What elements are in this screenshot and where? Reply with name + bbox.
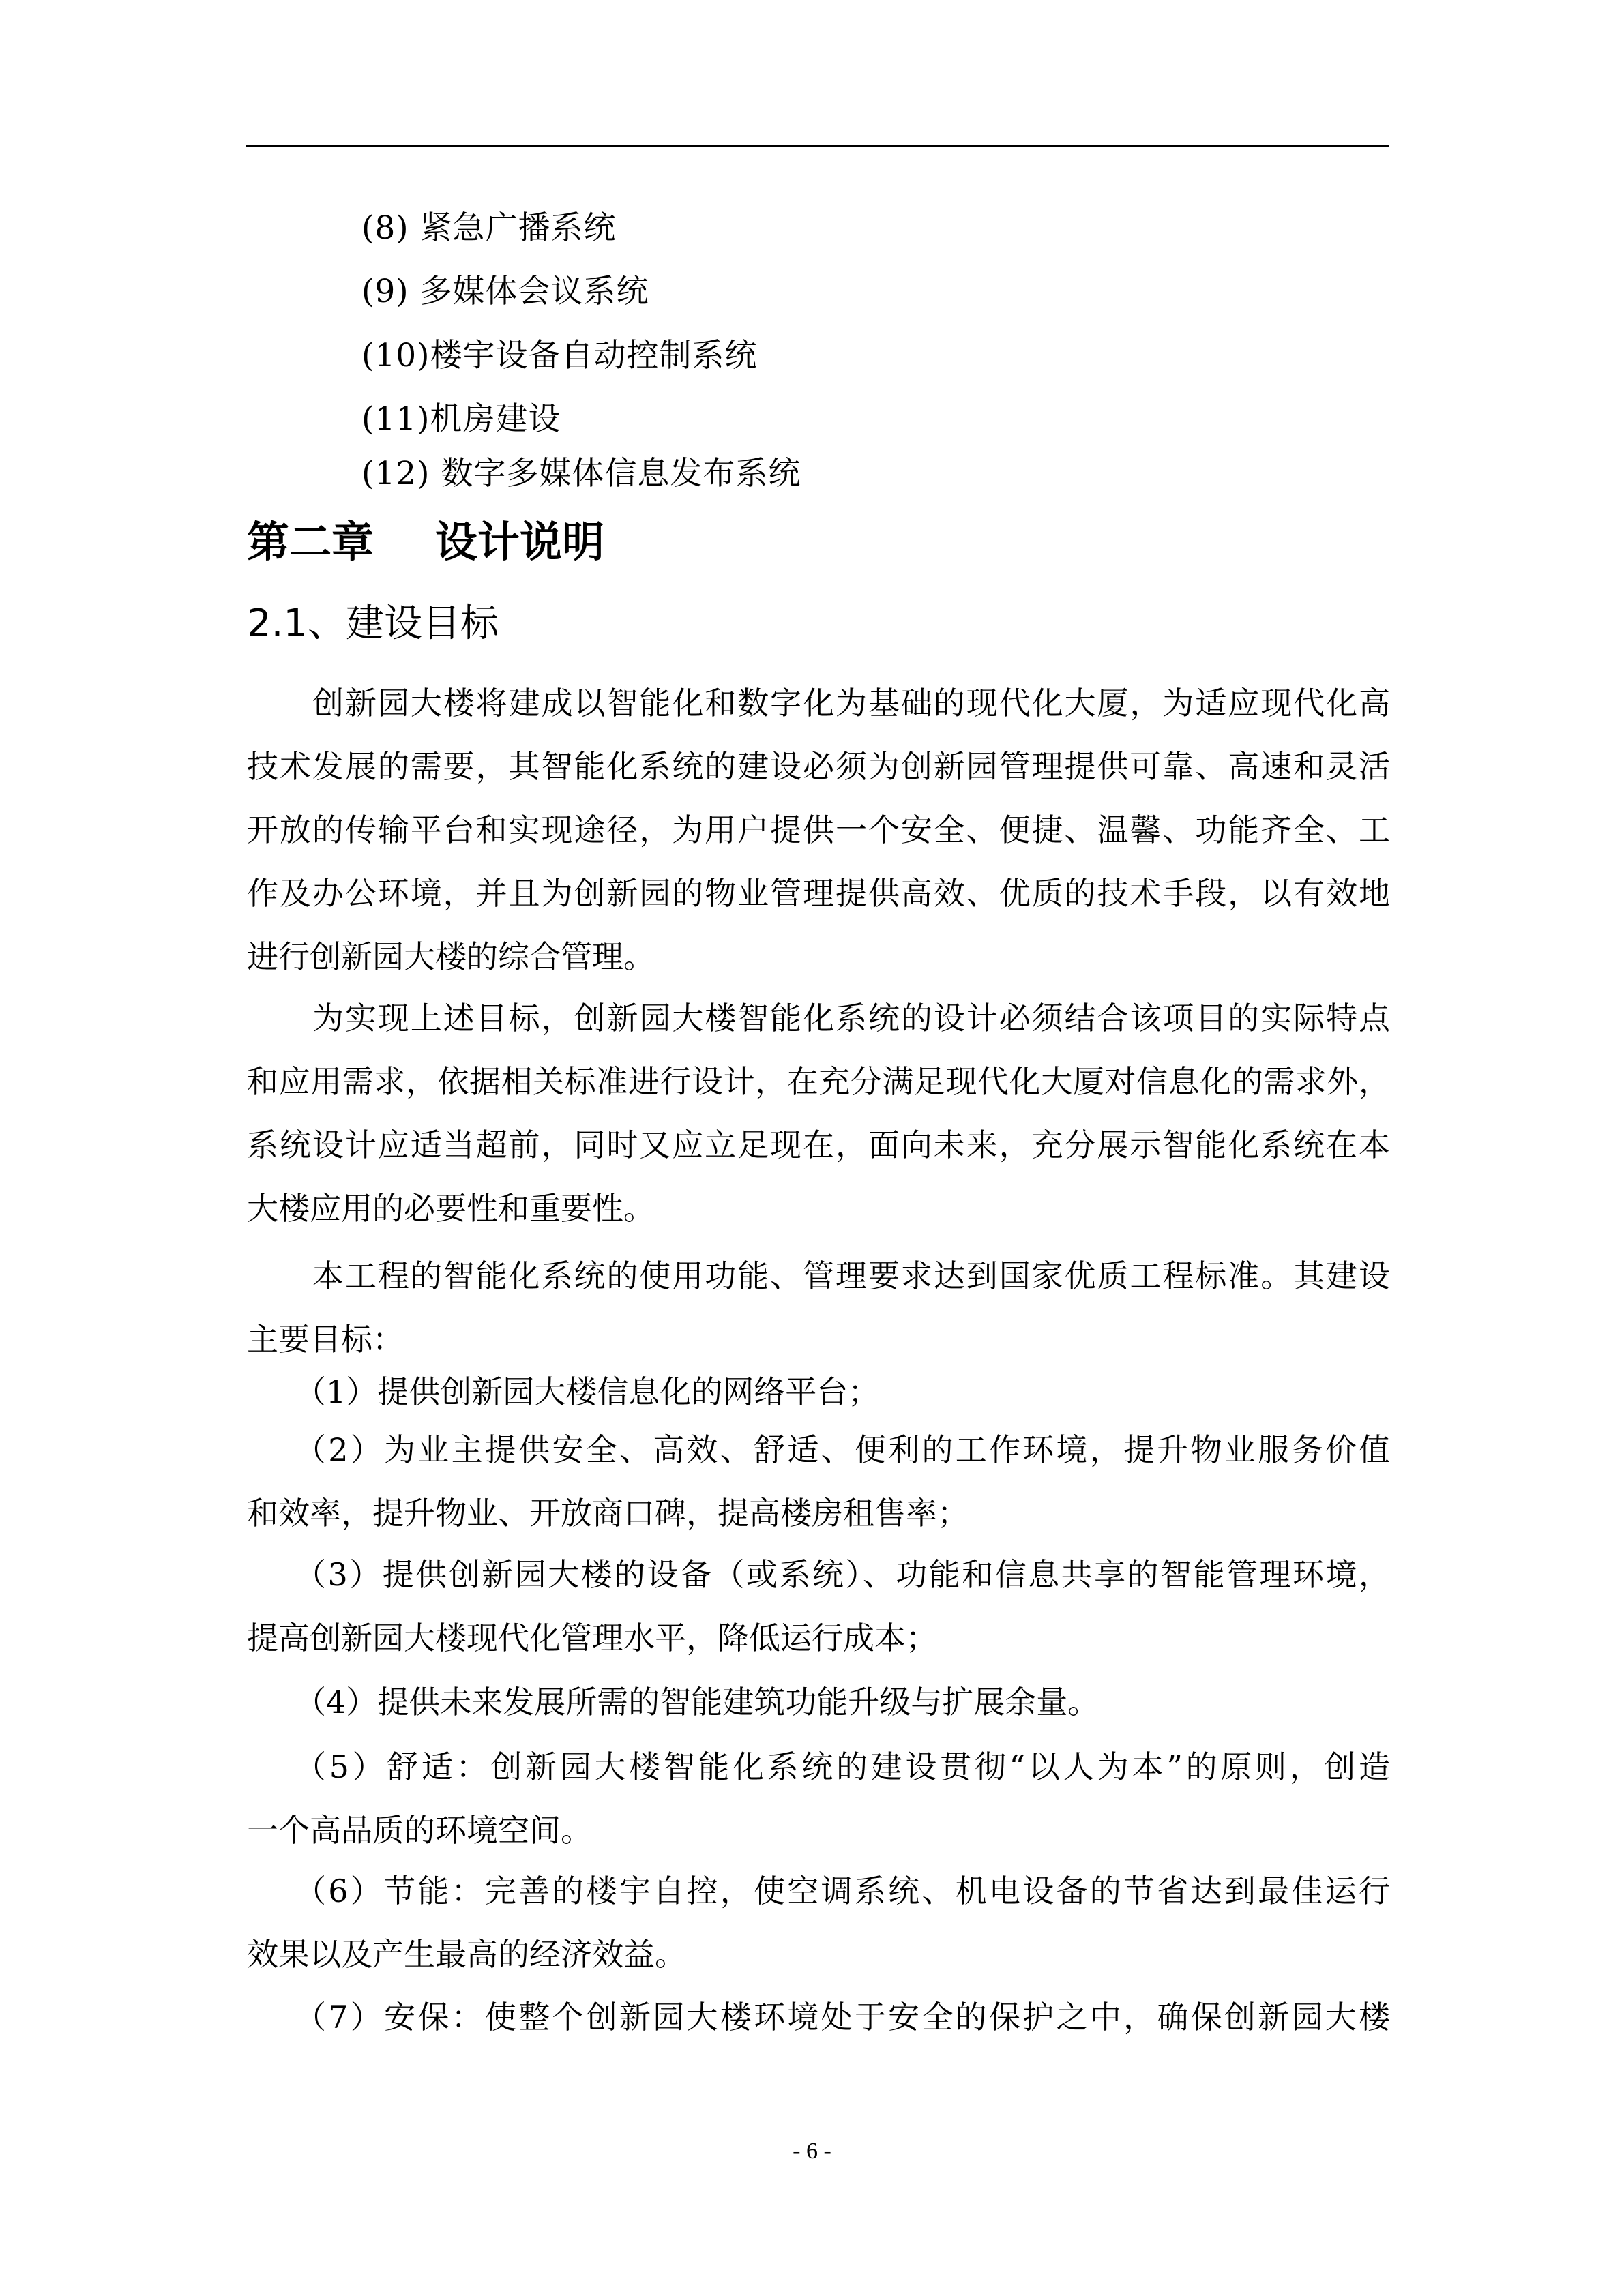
paragraph-line: 进行创新园大楼的综合管理。 bbox=[247, 938, 655, 975]
goal-item bbox=[247, 1986, 1390, 2049]
goal-item bbox=[247, 1860, 1390, 1986]
paragraph bbox=[247, 1244, 1390, 1360]
list-item: (12) 数字多媒体信息发布系统 bbox=[361, 455, 801, 492]
goal-line: （2）为业主提供安全、高效、舒适、便利的工作环境，提升物业服务价值 bbox=[295, 1431, 1390, 1468]
goal-item bbox=[247, 1543, 1390, 1670]
list-item: (8) 紧急广播系统 bbox=[361, 209, 617, 247]
list-item: (11)机房建设 bbox=[361, 400, 561, 438]
goal-line: （1）提供创新园大楼信息化的网络平台； bbox=[295, 1373, 880, 1410]
paragraph-line: 系统设计应适当超前，同时又应立足现在，面向未来，充分展示智能化系统在本 bbox=[247, 1127, 1390, 1163]
paragraph-line: 主要目标： bbox=[247, 1321, 404, 1358]
goal-line: （5）舒适：创新园大楼智能化系统的建设贯彻“以人为本”的原则，创造 bbox=[295, 1748, 1390, 1785]
paragraph-line: 大楼应用的必要性和重要性。 bbox=[247, 1190, 655, 1227]
list-item: (9) 多媒体会议系统 bbox=[361, 273, 649, 310]
list-item: (10)楼宇设备自动控制系统 bbox=[361, 337, 758, 374]
paragraph-line: 作及办公环境，并且为创新园的物业管理提供高效、优质的技术手段，以有效地 bbox=[247, 875, 1390, 912]
section-heading: 2.1、建设目标 bbox=[247, 601, 499, 646]
goal-item bbox=[247, 1418, 1390, 1545]
goal-line: （3）提供创新园大楼的设备（或系统）、功能和信息共享的智能管理环境， bbox=[295, 1556, 1390, 1593]
paragraph-line: 为实现上述目标，创新园大楼智能化系统的设计必须结合该项目的实际特点 bbox=[312, 1000, 1390, 1037]
goal-item bbox=[247, 1671, 1390, 1734]
chapter-title: 设计说明 bbox=[435, 517, 605, 567]
paragraph-line: 和应用需求，依据相关标准进行设计，在充分满足现代化大厦对信息化的需求外， bbox=[247, 1063, 1390, 1100]
paragraph-line: 开放的传输平台和实现途径，为用户提供一个安全、便捷、温馨、功能齐全、工 bbox=[247, 811, 1390, 848]
header-rule bbox=[246, 145, 1389, 147]
goal-line: 提高创新园大楼现代化管理水平，降低运行成本； bbox=[247, 1620, 937, 1656]
chapter-heading bbox=[247, 515, 604, 569]
paragraph-line: 本工程的智能化系统的使用功能、管理要求达到国家优质工程标准。其建设 bbox=[312, 1257, 1390, 1294]
paragraph bbox=[247, 672, 1390, 989]
goal-item bbox=[247, 1735, 1390, 1862]
paragraph-line: 创新园大楼将建成以智能化和数字化为基础的现代化大厦，为适应现代化高 bbox=[312, 685, 1390, 721]
goal-line: 和效率，提升物业、开放商口碑，提高楼房租售率； bbox=[247, 1495, 969, 1532]
goal-line: 一个高品质的环境空间。 bbox=[247, 1812, 592, 1849]
goal-item bbox=[247, 1360, 1390, 1424]
chapter-number: 第二章 bbox=[247, 517, 374, 567]
page-number: - 6 - bbox=[793, 2138, 831, 2164]
paragraph bbox=[247, 987, 1390, 1240]
goal-line: （7）安保：使整个创新园大楼环境处于安全的保护之中，确保创新园大楼 bbox=[295, 1999, 1390, 2036]
paragraph-line: 技术发展的需要，其智能化系统的建设必须为创新园管理提供可靠、高速和灵活 bbox=[247, 748, 1390, 785]
goal-line: 效果以及产生最高的经济效益。 bbox=[247, 1936, 686, 1973]
goal-line: （6）节能：完善的楼宇自控，使空调系统、机电设备的节省达到最佳运行 bbox=[295, 1873, 1390, 1909]
goal-line: （4）提供未来发展所需的智能建筑功能升级与扩展余量。 bbox=[295, 1684, 1099, 1720]
